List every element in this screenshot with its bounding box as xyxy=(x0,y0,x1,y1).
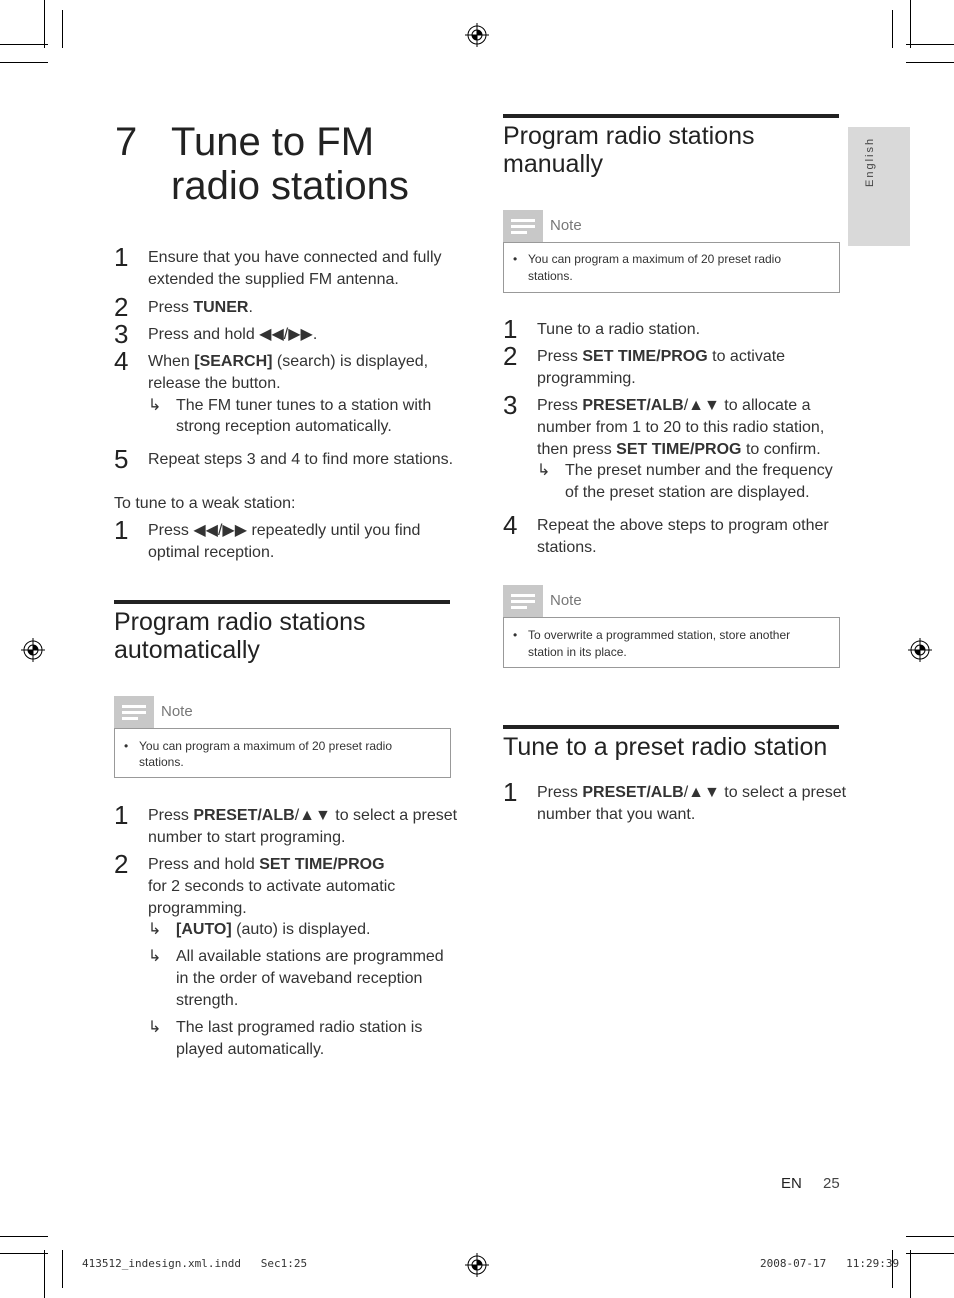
lines-icon xyxy=(114,696,154,728)
step-text: optimal reception. xyxy=(148,544,275,561)
page-number: 25 xyxy=(823,1175,840,1192)
step-text: number that you want. xyxy=(537,806,696,823)
note-label: Note xyxy=(550,592,582,609)
step-number: 1 xyxy=(114,242,129,272)
chapter-title-line1: Tune to FM xyxy=(171,120,375,164)
step-number: 1 xyxy=(114,515,129,545)
note-bullet-icon: • xyxy=(513,628,518,642)
note-icon xyxy=(114,696,154,728)
crop-mark xyxy=(906,1236,954,1237)
crop-mark xyxy=(0,1253,48,1254)
crop-mark xyxy=(62,1250,63,1288)
section-title: Tune to a preset radio station xyxy=(503,733,828,761)
section-title: manually xyxy=(503,150,604,178)
step-text: Press ◀◀/▶▶ repeatedly until you find xyxy=(148,522,421,539)
step-number: 1 xyxy=(503,777,518,807)
crop-mark xyxy=(44,0,45,48)
crop-mark xyxy=(910,0,911,48)
crop-mark xyxy=(0,1236,48,1237)
note-text: stations. xyxy=(139,755,184,769)
note-bullet-icon: • xyxy=(513,252,518,266)
step-number: 4 xyxy=(503,510,518,540)
note-icon xyxy=(503,585,543,617)
step-text: number from 1 to 20 to this radio station, xyxy=(537,419,825,436)
result-text: in the order of waveband reception xyxy=(176,970,423,987)
section-rule xyxy=(503,114,839,118)
step-number: 2 xyxy=(503,341,518,371)
result-text: of the preset station are displayed. xyxy=(565,484,810,501)
step-text: Press and hold ◀◀/▶▶. xyxy=(148,326,318,343)
step-text: stations. xyxy=(537,539,597,556)
section-title: Program radio stations xyxy=(503,122,755,150)
step-number: 3 xyxy=(114,319,129,349)
slug-left: 413512_indesign.xml.indd Sec1:25 xyxy=(82,1257,308,1270)
step-text: Press TUNER. xyxy=(148,299,253,316)
lines-icon xyxy=(503,210,543,242)
step-number: 5 xyxy=(114,444,129,474)
crop-mark xyxy=(0,44,48,45)
step-text: When [SEARCH] (search) is displayed, xyxy=(148,353,429,370)
chapter-number: 7 xyxy=(115,120,138,164)
step-text: Repeat steps 3 and 4 to find more stations. xyxy=(148,451,454,468)
section-title: automatically xyxy=(114,636,260,664)
result-text: [AUTO] (auto) is displayed. xyxy=(176,921,371,938)
step-text: number to start programing. xyxy=(148,829,346,846)
crop-mark xyxy=(910,1250,911,1298)
step-number: 2 xyxy=(114,292,129,322)
result-arrow-icon: ↳ xyxy=(148,921,162,938)
step-text: Tune to a radio station. xyxy=(537,321,701,338)
section-title: Program radio stations xyxy=(114,608,366,636)
result-text: played automatically. xyxy=(176,1041,325,1058)
result-text: The FM tuner tunes to a station with xyxy=(176,397,432,414)
footer-language: EN xyxy=(781,1175,802,1192)
note-text: station in its place. xyxy=(528,645,627,659)
step-text: Press and hold SET TIME/PROG xyxy=(148,856,385,873)
result-text: The preset number and the frequency xyxy=(565,462,833,479)
chapter-title-line2: radio stations xyxy=(171,164,409,208)
step-text: Repeat the above steps to program other xyxy=(537,517,829,534)
result-text: strong reception automatically. xyxy=(176,418,392,435)
step-text: Press PRESET/ALB/▲▼ to allocate a xyxy=(537,397,811,414)
step-text: then press SET TIME/PROG to confirm. xyxy=(537,441,821,458)
step-number: 1 xyxy=(503,314,518,344)
step-number: 3 xyxy=(503,390,518,420)
note-text: To overwrite a programmed station, store another xyxy=(528,628,791,642)
step-text: Press PRESET/ALB/▲▼ to select a preset xyxy=(148,807,458,824)
crop-mark xyxy=(62,10,63,48)
crop-mark xyxy=(906,44,954,45)
section-rule xyxy=(503,725,839,729)
step-text: Press PRESET/ALB/▲▼ to select a preset xyxy=(537,784,847,801)
language-tab xyxy=(848,127,910,246)
registration-mark-icon xyxy=(21,638,45,662)
section-rule xyxy=(114,600,450,604)
result-text: strength. xyxy=(176,992,239,1009)
lines-icon xyxy=(503,585,543,617)
result-arrow-icon: ↳ xyxy=(148,397,162,414)
step-text: programming. xyxy=(148,900,247,917)
note-text: stations. xyxy=(528,269,573,283)
step-text: for 2 seconds to activate automatic xyxy=(148,878,396,895)
step-text: extended the supplied FM antenna. xyxy=(148,271,399,288)
subheading: To tune to a weak station: xyxy=(114,495,296,512)
note-label: Note xyxy=(550,217,582,234)
registration-mark-icon xyxy=(465,23,489,47)
crop-mark xyxy=(906,1253,954,1254)
step-text: programming. xyxy=(537,370,636,387)
step-text: Ensure that you have connected and fully xyxy=(148,249,442,266)
result-arrow-icon: ↳ xyxy=(148,1019,162,1036)
crop-mark xyxy=(906,62,954,63)
step-text: release the button. xyxy=(148,375,281,392)
note-label: Note xyxy=(161,703,193,720)
slug-right: 2008-07-17 11:29:39 xyxy=(760,1257,900,1270)
crop-mark xyxy=(0,62,48,63)
result-text: All available stations are programmed xyxy=(176,948,444,965)
registration-mark-icon xyxy=(465,1253,489,1277)
result-arrow-icon: ↳ xyxy=(148,948,162,965)
crop-mark xyxy=(892,10,893,48)
note-icon xyxy=(503,210,543,242)
note-text: You can program a maximum of 20 preset radio xyxy=(528,252,782,266)
step-text: Press SET TIME/PROG to activate xyxy=(537,348,786,365)
step-number: 4 xyxy=(114,346,129,376)
note-text: You can program a maximum of 20 preset radio xyxy=(139,739,393,753)
note-bullet-icon: • xyxy=(124,739,129,753)
registration-mark-icon xyxy=(908,638,932,662)
result-arrow-icon: ↳ xyxy=(537,462,551,479)
step-number: 1 xyxy=(114,800,129,830)
language-tab-label: English xyxy=(864,136,876,187)
step-number: 2 xyxy=(114,849,129,879)
result-text: The last programed radio station is xyxy=(176,1019,423,1036)
crop-mark xyxy=(44,1250,45,1298)
